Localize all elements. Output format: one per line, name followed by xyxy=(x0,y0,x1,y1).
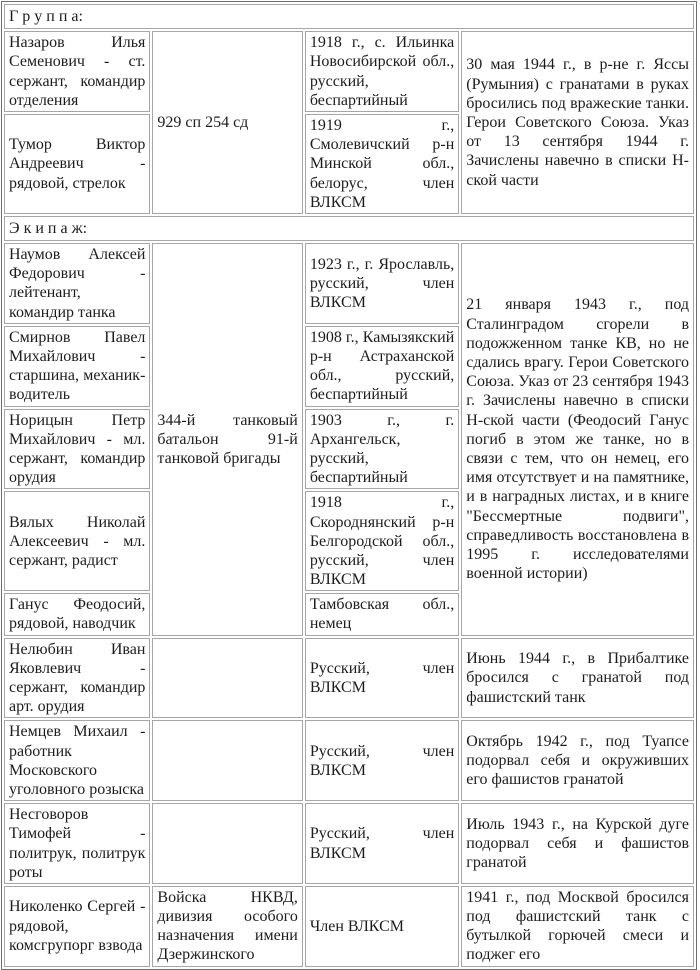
feat-cell: 1941 г., под Москвой бросился под фашистский танк с бутылкой горючей смеси и поджег его xyxy=(461,886,694,967)
member-name-cell: Назаров Илья Семенович - ст. сержант, командир отделения xyxy=(4,31,150,112)
table-row xyxy=(4,216,694,241)
unit-cell xyxy=(152,638,302,719)
member-name-cell: Смирнов Павел Михайлович - старшина, механик-водитель xyxy=(4,326,150,407)
table-row xyxy=(4,886,694,967)
bio-cell: Тамбовская обл., немец xyxy=(305,593,459,635)
heroes-table xyxy=(1,1,697,970)
member-name-cell: Николенко Сергей - рядовой, комсгрупорг взвода xyxy=(4,886,150,967)
bio-cell: 1908 г., Камызякский р-н Астраханской обл., русский, беспартийный xyxy=(305,326,459,407)
unit-cell: 929 сп 254 сд xyxy=(152,31,302,214)
member-name-cell: Наумов Алексей Федорович - лейтенант, командир танка xyxy=(4,243,150,324)
unit-cell xyxy=(152,803,302,884)
feat-cell: Июнь 1944 г., в Прибалтике бросился с гранатой под фашистский танк xyxy=(461,638,694,719)
unit-cell: 344-й танковый батальон 91-й танковой бригады xyxy=(152,243,302,636)
bio-cell: 1919 г., Смолевичский р-н Минской обл., белорус, член ВЛКСМ xyxy=(305,114,459,214)
bio-cell: Русский, член ВЛКСМ xyxy=(305,720,459,801)
group-header: Г р у п п а: xyxy=(4,4,694,29)
bio-cell: 1918 г., Скороднянский р-н Белгородской обл., русский, член ВЛКСМ xyxy=(305,491,459,591)
table-row xyxy=(4,31,694,112)
unit-cell: Войска НКВД, дивизия особого назначения имени Дзержинского xyxy=(152,886,302,967)
member-name-cell: Норицын Петр Михайлович - мл. сержант, командир орудия xyxy=(4,409,150,490)
unit-cell xyxy=(152,720,302,801)
table-row xyxy=(4,243,694,324)
bio-cell: 1923 г., г. Ярославль, русский, член ВЛКСМ xyxy=(305,243,459,324)
bio-cell: Член ВЛКСМ xyxy=(305,886,459,967)
bio-cell: 1903 г., г. Архангельск, русский, беспартийный xyxy=(305,409,459,490)
member-name-cell: Вялых Николай Алексеевич - мл. сержант, радист xyxy=(4,491,150,591)
member-name-cell: Тумор Виктор Андреевич - рядовой, стрелок xyxy=(4,114,150,214)
bio-cell: Русский, член ВЛКСМ xyxy=(305,638,459,719)
table-row xyxy=(4,638,694,719)
member-name-cell: Нелюбин Иван Яковлевич - сержант, командир арт. орудия xyxy=(4,638,150,719)
feat-cell: Июль 1943 г., на Курской дуге подорвал себя и фашистов гранатой xyxy=(461,803,694,884)
bio-cell: 1918 г., с. Ильинка Новосибирской обл., русский, беспартийный xyxy=(305,31,459,112)
bio-cell: Русский, член ВЛКСМ xyxy=(305,803,459,884)
group-header: Э к и п а ж: xyxy=(4,216,694,241)
member-name-cell: Немцев Михаил - работник Московского уголовного розыска xyxy=(4,720,150,801)
table-row xyxy=(4,720,694,801)
member-name-cell: Ганус Феодосий, рядовой, наводчик xyxy=(4,593,150,635)
table-row xyxy=(4,803,694,884)
feat-cell: 30 мая 1944 г., в р-не г. Яссы (Румыния) с гранатами в руках бросились под вражеские танки. Герои Советского Союза. Указ от 13 сентября 1944 г. Зачислены навечно в списки Н-ской части xyxy=(461,31,694,214)
feat-cell: Октябрь 1942 г., под Туапсе подорвал себя и окруживших его фашистов гранатой xyxy=(461,720,694,801)
member-name-cell: Несговоров Тимофей - политрук, политрук роты xyxy=(4,803,150,884)
table-row xyxy=(4,4,694,29)
feat-cell: 21 января 1943 г., под Сталинградом сгорели в подожженном танке КВ, но не сдались врагу. Герои Советского Союза. Указ от 23 сентября 1943 г. Зачислены навечно в списки Н-ской части (Феодосий Ганус погиб в этом же танке, но в связи с тем, что он немец, его имя отсутствует и на памятнике, и в наградных листах, и в книге "Бессмертные подвиги", справедливость восстановлена в 1995 г. исследователями военной истории) xyxy=(461,243,694,636)
